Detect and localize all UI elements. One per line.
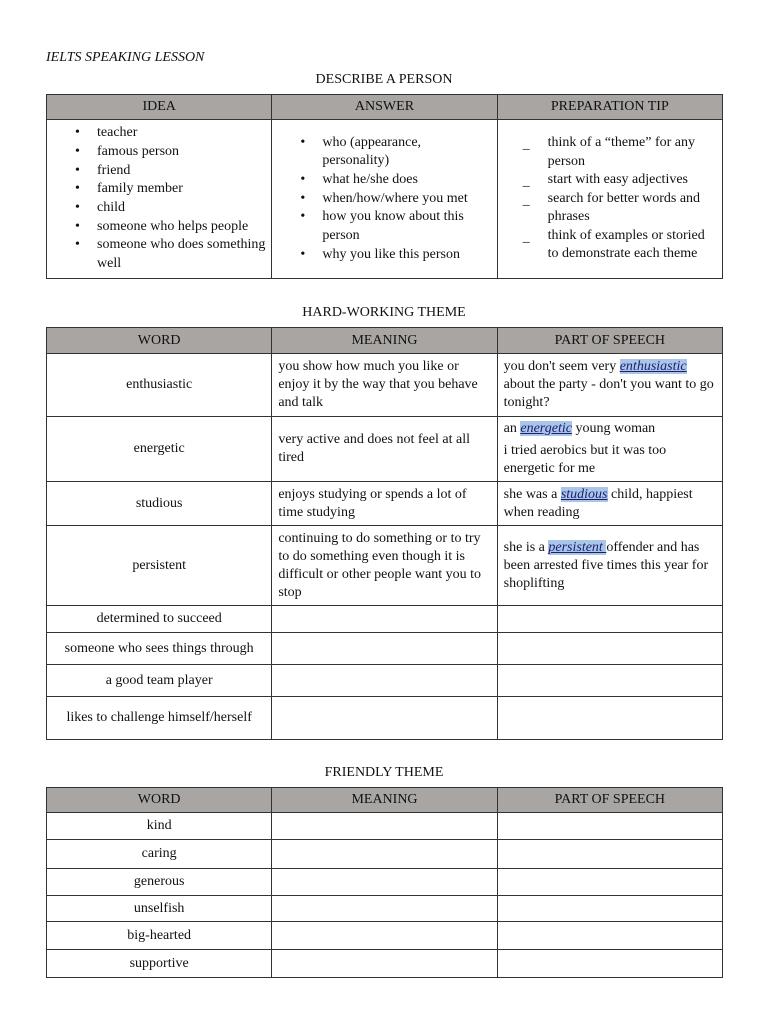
meaning-cell	[272, 606, 497, 633]
example-cell	[497, 840, 722, 869]
idea-item: • someone who helps people	[97, 218, 271, 237]
header-meaning: MEANING	[272, 328, 497, 354]
word-cell: generous	[47, 869, 272, 896]
example-cell	[497, 526, 722, 606]
table-row	[47, 697, 723, 740]
table-row	[47, 840, 723, 869]
example-cell	[497, 950, 722, 978]
example-prefix: she was a	[503, 486, 561, 502]
word-cell: determined to succeed	[47, 606, 272, 633]
hard-working-table	[46, 327, 723, 740]
table-row	[47, 869, 723, 896]
word-cell: likes to challenge himself/herself	[47, 697, 272, 740]
table-row	[47, 813, 723, 840]
idea-item: • teacher	[97, 124, 271, 143]
tip-item: _ think of examples or storied to demonstrate each theme	[548, 227, 718, 264]
example-cell	[497, 896, 722, 922]
example-prefix: an	[503, 421, 521, 436]
highlighted-word: energetic	[520, 421, 572, 436]
example-cell	[497, 922, 722, 950]
idea-item: • friend	[97, 162, 271, 181]
example-suffix: offender and has been arrested five times this year for shoplifting	[503, 539, 709, 591]
header-word: WORD	[47, 328, 272, 354]
example-prefix: you don't seem very	[503, 359, 620, 374]
header-word: WORD	[47, 788, 272, 813]
table-row	[47, 950, 723, 978]
idea-item: • family member	[97, 180, 271, 199]
header-part-of-speech: PART OF SPEECH	[497, 788, 722, 813]
example-cell	[497, 417, 722, 482]
example-prefix: she is a	[503, 539, 549, 555]
table-row	[47, 417, 723, 482]
word-cell: persistent	[47, 526, 272, 606]
word-cell: unselfish	[47, 896, 272, 922]
table-row	[47, 354, 723, 417]
word-cell: supportive	[47, 950, 272, 978]
answer-item: • what he/she does	[322, 171, 486, 190]
table-row	[47, 526, 723, 606]
meaning-text: enjoys studying or spends a lot of time studying	[278, 486, 467, 520]
word-cell: studious	[47, 482, 272, 526]
answer-item: • who (appearance, personality)	[322, 134, 486, 171]
table-row	[47, 896, 723, 922]
example-cell	[497, 665, 722, 697]
friendly-table	[46, 787, 723, 978]
meaning-cell	[272, 869, 497, 896]
highlighted-word: persistent	[548, 539, 607, 555]
example-cell	[497, 482, 722, 526]
tips-list	[498, 134, 718, 264]
section3-caption: FRIENDLY THEME	[324, 765, 444, 780]
describe-person-table	[46, 94, 723, 279]
word-cell: kind	[47, 813, 272, 840]
header-part-of-speech: PART OF SPEECH	[497, 328, 722, 354]
word-cell: a good team player	[47, 665, 272, 697]
meaning-cell	[272, 417, 497, 482]
section1-caption: DESCRIBE A PERSON	[315, 72, 453, 87]
word-cell: enthusiastic	[47, 354, 272, 417]
example-cell	[497, 813, 722, 840]
meaning-cell	[272, 950, 497, 978]
ideas-cell	[47, 120, 272, 279]
meaning-cell	[272, 633, 497, 665]
section2-caption: HARD-WORKING THEME	[302, 305, 466, 320]
idea-item: • someone who does something well	[97, 236, 271, 273]
example-cell	[497, 869, 722, 896]
meaning-cell	[272, 665, 497, 697]
answer-item: • why you like this person	[322, 246, 486, 265]
highlighted-word: studious	[560, 486, 608, 502]
header-idea: IDEA	[47, 95, 272, 120]
meaning-cell	[272, 482, 497, 526]
table-row	[47, 665, 723, 697]
example-cell	[497, 633, 722, 665]
example-cell	[497, 697, 722, 740]
example-suffix: young woman	[571, 421, 656, 436]
idea-item: • child	[97, 199, 271, 218]
tip-item: _ start with easy adjectives	[548, 171, 718, 190]
example-cell	[497, 354, 722, 417]
table-row	[47, 606, 723, 633]
meaning-cell	[272, 922, 497, 950]
header-meaning: MEANING	[272, 788, 497, 813]
word-cell: someone who sees things through	[47, 633, 272, 665]
idea-item: • famous person	[97, 143, 271, 162]
example-cell	[497, 606, 722, 633]
word-cell: energetic	[47, 417, 272, 482]
example-suffix: child, happiest when reading	[503, 486, 693, 520]
table-row	[47, 482, 723, 526]
example-second: i tried aerobics but it was too energetic for me	[503, 443, 667, 476]
tips-cell	[497, 120, 722, 279]
table-row	[47, 922, 723, 950]
meaning-cell	[272, 526, 497, 606]
table-row	[47, 633, 723, 665]
answer-item: • when/how/where you met	[322, 190, 486, 209]
lesson-title: IELTS SPEAKING LESSON	[46, 50, 205, 65]
meaning-cell	[272, 896, 497, 922]
meaning-text: continuing to do something or to try to do something even though it is difficult or other people want you to stop	[278, 530, 482, 600]
answers-list	[272, 134, 486, 265]
answers-cell	[272, 120, 497, 279]
ideas-list	[47, 124, 271, 274]
meaning-cell	[272, 813, 497, 840]
tip-item: _ search for better words and phrases	[548, 190, 718, 227]
meaning-cell	[272, 840, 497, 869]
example-suffix: about the party - don't you want to go tonight?	[503, 377, 714, 410]
highlighted-word: enthusiastic	[619, 359, 687, 374]
word-cell: big-hearted	[47, 922, 272, 950]
meaning-cell	[272, 697, 497, 740]
answer-item: • how you know about this person	[322, 208, 486, 245]
header-answer: ANSWER	[272, 95, 497, 120]
header-preparation-tip: PREPARATION TIP	[497, 95, 722, 120]
meaning-cell	[272, 354, 497, 417]
word-cell: caring	[47, 840, 272, 869]
meaning-text: you show how much you like or enjoy it by the way that you behave and talk	[278, 359, 478, 410]
tip-item: _ think of a “theme” for any person	[548, 134, 718, 171]
meaning-text: very active and does not feel at all tired	[278, 432, 470, 465]
